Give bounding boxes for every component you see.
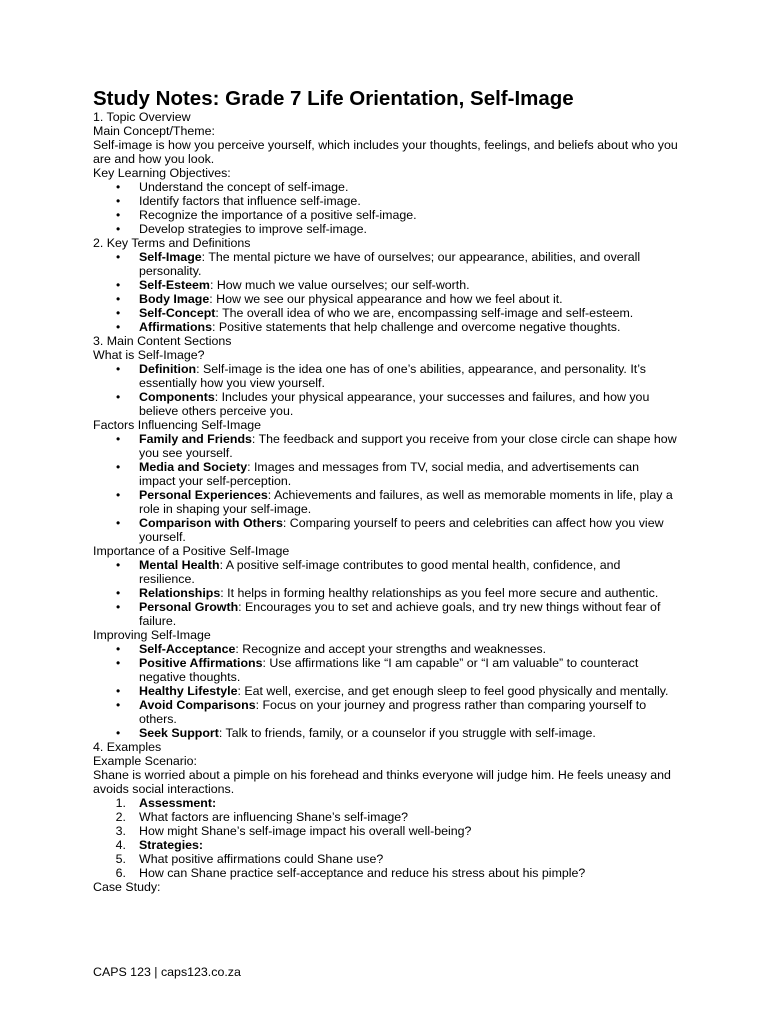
- list-item: • Understand the concept of self-image.: [93, 180, 678, 194]
- term-label: Definition: [139, 362, 197, 376]
- list-text: What positive affirmations could Shane use?: [139, 852, 384, 866]
- term-definition: : The feedback and support you receive from your close circle can shape how you see yourself.: [139, 432, 677, 460]
- subheading-what-is-self-image: What is Self-Image?: [93, 348, 205, 362]
- term-definition: : Positive statements that help challenge and overcome negative thoughts.: [211, 320, 621, 334]
- list-item: [93, 796, 678, 810]
- list-item: [93, 600, 678, 628]
- importance-list: [93, 558, 678, 628]
- main-concept-label: Main Concept/Theme:: [93, 124, 215, 138]
- list-item: [93, 278, 678, 292]
- term-definition: : Focus on your journey and progress rather than comparing yourself to others.: [139, 698, 647, 726]
- term-definition: : How much we value ourselves; our self-worth.: [209, 278, 470, 292]
- section-heading-key-terms: 2. Key Terms and Definitions: [93, 236, 251, 250]
- list-item: [93, 362, 678, 390]
- term-definition: : Talk to friends, family, or a counselor if you struggle with self-image.: [218, 726, 596, 740]
- term-definition: : Self-image is the idea one has of one’s abilities, appearance, and personality. It’s essentially how you view yourself.: [139, 362, 646, 390]
- list-item: [93, 642, 678, 656]
- subheading-improving: Improving Self-Image: [93, 628, 211, 642]
- list-item: [93, 488, 678, 516]
- case-study-label: Case Study:: [93, 880, 161, 894]
- list-item: [93, 866, 678, 880]
- term-definition: : Achievements and failures, as well as memorable moments in life, play a role in shaping your self-image.: [139, 488, 673, 516]
- term-label: Mental Health: [139, 558, 220, 572]
- term-label: Self-Concept: [139, 306, 216, 320]
- term-definition: : Eat well, exercise, and get enough sleep to feel good physically and mentally.: [237, 684, 669, 698]
- objectives-label: Key Learning Objectives:: [93, 166, 231, 180]
- list-item: [93, 390, 678, 418]
- list-item: [93, 320, 678, 334]
- term-label: Components: [139, 390, 215, 404]
- term-label: Self-Esteem: [139, 278, 210, 292]
- term-label: Self-Image: [139, 250, 202, 264]
- scenario-questions-list: [93, 796, 678, 880]
- list-text: What factors are influencing Shane’s self-image?: [139, 810, 409, 824]
- list-item: [93, 810, 678, 824]
- list-text: Strategies:: [139, 838, 204, 852]
- term-label: Affirmations: [139, 320, 212, 334]
- list-item: [93, 838, 678, 852]
- section-heading-examples: 4. Examples: [93, 740, 162, 754]
- term-label: Relationships: [139, 586, 221, 600]
- list-number: 5.: [115, 852, 126, 866]
- list-number: 1.: [115, 796, 126, 810]
- document-page: [93, 88, 678, 894]
- list-item: [93, 656, 678, 684]
- list-number: 6.: [115, 866, 126, 880]
- list-item: • Recognize the importance of a positive self-image.: [93, 208, 678, 222]
- main-concept-text: Self-image is how you perceive yourself, which includes your thoughts, feelings, and beliefs about who you are and how you look.: [93, 138, 678, 166]
- term-definition: : Includes your physical appearance, your successes and failures, and how you believe others perceive you.: [139, 390, 650, 418]
- term-label: Self-Acceptance: [139, 642, 236, 656]
- term-label: Family and Friends: [139, 432, 252, 446]
- term-label: Positive Affirmations: [139, 656, 263, 670]
- list-item: [93, 460, 678, 488]
- list-item: [93, 292, 678, 306]
- term-definition: : Recognize and accept your strengths and weaknesses.: [235, 642, 547, 656]
- term-definition: : Encourages you to set and achieve goals, and try new things without fear of failure.: [139, 600, 661, 628]
- list-item: • Identify factors that influence self-image.: [93, 194, 678, 208]
- term-label: Body Image: [139, 292, 210, 306]
- term-definition: : Use affirmations like “I am capable” or “I am valuable” to counteract negative thoughts.: [139, 656, 639, 684]
- list-item: [93, 250, 678, 278]
- list-item: [93, 516, 678, 544]
- term-definition: : A positive self-image contributes to good mental health, confidence, and resilience.: [139, 558, 621, 586]
- page-footer: CAPS 123 | caps123.co.za: [93, 965, 241, 979]
- document-title: Study Notes: Grade 7 Life Orientation, Self-Image: [93, 87, 574, 110]
- list-item: [93, 558, 678, 586]
- term-label: Personal Experiences: [139, 488, 268, 502]
- list-number: 3.: [115, 824, 126, 838]
- scenario-text: Shane is worried about a pimple on his forehead and thinks everyone will judge him. He feels uneasy and avoids social interactions.: [93, 768, 671, 796]
- list-item: [93, 824, 678, 838]
- list-item: [93, 586, 678, 600]
- improving-list: [93, 642, 678, 740]
- list-item: [93, 852, 678, 866]
- term-definition: : The mental picture we have of ourselves; our appearance, abilities, and overall personality.: [139, 250, 641, 278]
- list-text: How can Shane practice self-acceptance and reduce his stress about his pimple?: [139, 866, 586, 880]
- what-is-list: [93, 362, 678, 418]
- key-terms-list: [93, 250, 678, 334]
- term-label: Media and Society: [139, 460, 248, 474]
- term-definition: : Images and messages from TV, social media, and advertisements can impact your self-perception.: [139, 460, 639, 488]
- list-number: 2.: [115, 810, 126, 824]
- term-label: Comparison with Others: [139, 516, 283, 530]
- list-item: [93, 306, 678, 320]
- list-item: [93, 726, 678, 740]
- term-definition: : Comparing yourself to peers and celebrities can affect how you view yourself.: [139, 516, 664, 544]
- list-item: [93, 684, 678, 698]
- term-label: Seek Support: [139, 726, 219, 740]
- subheading-factors: Factors Influencing Self-Image: [93, 418, 262, 432]
- section-heading-main-content: 3. Main Content Sections: [93, 334, 232, 348]
- list-item: [93, 432, 678, 460]
- list-item: • Develop strategies to improve self-image.: [93, 222, 678, 236]
- list-text: Assessment:: [139, 796, 217, 810]
- term-definition: : How we see our physical appearance and how we feel about it.: [209, 292, 563, 306]
- section-heading-topic-overview: 1. Topic Overview: [93, 110, 191, 124]
- factors-list: [93, 432, 678, 544]
- term-definition: : The overall idea of who we are, encompassing self-image and self-esteem.: [215, 306, 634, 320]
- scenario-label: Example Scenario:: [93, 754, 197, 768]
- list-number: 4.: [115, 838, 126, 852]
- list-item: [93, 698, 678, 726]
- subheading-importance: Importance of a Positive Self-Image: [93, 544, 290, 558]
- objectives-list: [93, 180, 678, 236]
- term-label: Healthy Lifestyle: [139, 684, 238, 698]
- list-text: How might Shane’s self-image impact his overall well-being?: [139, 824, 472, 838]
- term-definition: : It helps in forming healthy relationships as you feel more secure and authentic.: [220, 586, 659, 600]
- term-label: Personal Growth: [139, 600, 239, 614]
- term-label: Avoid Comparisons: [139, 698, 256, 712]
